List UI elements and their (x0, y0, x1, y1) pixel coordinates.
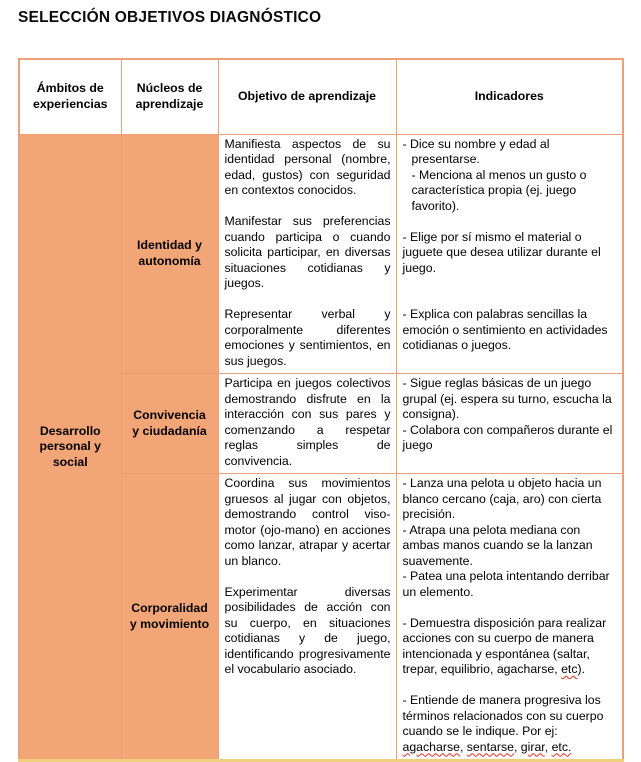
misspelled-word: sentarse (466, 739, 514, 754)
indicadores-cell (396, 134, 623, 374)
paragraph: Coordina sus movimientos gruesos al jugar con objetos, demostrando control viso-motor (ojo-mano) en acciones como lanzar, atrapar y acertar un blanco. (224, 476, 391, 568)
paragraph (403, 292, 618, 308)
diagnostic-objectives-table (18, 58, 624, 762)
misspelled-word: girar (520, 739, 545, 754)
paragraph (403, 616, 618, 678)
col-header-ambitos: Ámbitos de experiencias (19, 59, 121, 134)
nucleo-cell-corporalidad: Corporalidad y movimiento (121, 474, 218, 761)
nucleo-cell-convivencia: Convivencia y ciudadanía (121, 374, 218, 474)
paragraph (225, 292, 391, 308)
paragraph (225, 199, 391, 215)
text-segment: , (459, 739, 467, 754)
paragraph: Experimentar diversas posibilidades de acción con su cuerpo, en situaciones cotidianas y de juego, identificando progresivamente el vocabulario asociado. (224, 584, 391, 676)
paragraph (225, 569, 391, 585)
indicadores-cell (396, 374, 623, 474)
paragraph: - Atrapa una pelota mediana con ambas manos cuando se la lanzan suavemente. (402, 522, 593, 568)
paragraph: - Sigue reglas básicas de un juego grupal (ej. espera su turno, escucha la consigna). (402, 376, 612, 421)
misspelled-word: etc (561, 662, 578, 676)
paragraph: - Patea una pelota intentando derribar un elemento. (402, 569, 610, 599)
col-header-nucleos: Núcleos de aprendizaje (121, 59, 218, 134)
paragraph: - Menciona al menos un gusto o característica propia (ej. juego favorito). (411, 167, 587, 213)
objetivo-cell (218, 374, 396, 474)
objetivo-cell (218, 474, 396, 761)
paragraph: - Dice su nombre y edad al presentarse. (402, 136, 550, 166)
misspelled-word: agacharse (402, 739, 460, 754)
header-row (19, 59, 623, 134)
paragraph: Representar verbal y corporalmente diferentes emociones y sentimientos, en sus juegos. (224, 307, 391, 368)
text-segment: - Demuestra disposición para realizar acciones con su cuerpo de manera intencionada y espontánea (saltar, trepar, equilibrio, agacharse, (402, 615, 607, 676)
paragraph: - Elige por sí mismo el material o juguete que desea utilizar durante el juego. (402, 229, 601, 275)
paragraph: - Colabora con compañeros durante el juego (402, 422, 613, 452)
paragraph: Participa en juegos colectivos demostrando disfrute en la interacción con sus pares y comenzando a respetar reglas simples de convivencia. (224, 376, 391, 468)
paragraph (403, 600, 618, 616)
text-segment: , (544, 739, 552, 754)
paragraph: Manifestar sus preferencias cuando participa o cuando solicita participar, en diversas situaciones cotidianas y juegos. (224, 214, 391, 290)
indicadores-cell (396, 474, 623, 761)
col-header-indicadores: Indicadores (396, 59, 623, 134)
misspelled-word: etc. (551, 739, 572, 754)
paragraph (403, 276, 618, 292)
nucleo-cell-identidad: Identidad y autonomía (121, 134, 218, 374)
objetivo-cell (218, 134, 396, 374)
text-segment: - Entiende de manera progresiva los términos relacionados con su cuerpo cuando se le indique. Por ej: (402, 693, 604, 738)
col-header-objetivo: Objetivo de aprendizaje (218, 59, 396, 134)
paragraph (403, 214, 618, 230)
paragraph: - Explica con palabras sencillas la emoción o sentimiento en actividades cotidianas o juegos. (402, 307, 608, 352)
ambito-cell: Desarrollo personal y social (19, 134, 121, 761)
page-title: SELECCIÓN OBJETIVOS DIAGNÓSTICO (18, 9, 322, 26)
paragraph (403, 678, 618, 694)
paragraph: - Lanza una pelota u objeto hacia un blanco cercano (caja, aro) con cierta precisión. (402, 476, 602, 521)
text-segment: ). (577, 662, 586, 676)
table-row (19, 134, 623, 374)
paragraph: Manifiesta aspectos de su identidad personal (nombre, edad, gustos) con seguridad en contextos conocidos. (224, 136, 391, 197)
text-segment: , (513, 739, 521, 754)
paragraph (403, 693, 618, 755)
